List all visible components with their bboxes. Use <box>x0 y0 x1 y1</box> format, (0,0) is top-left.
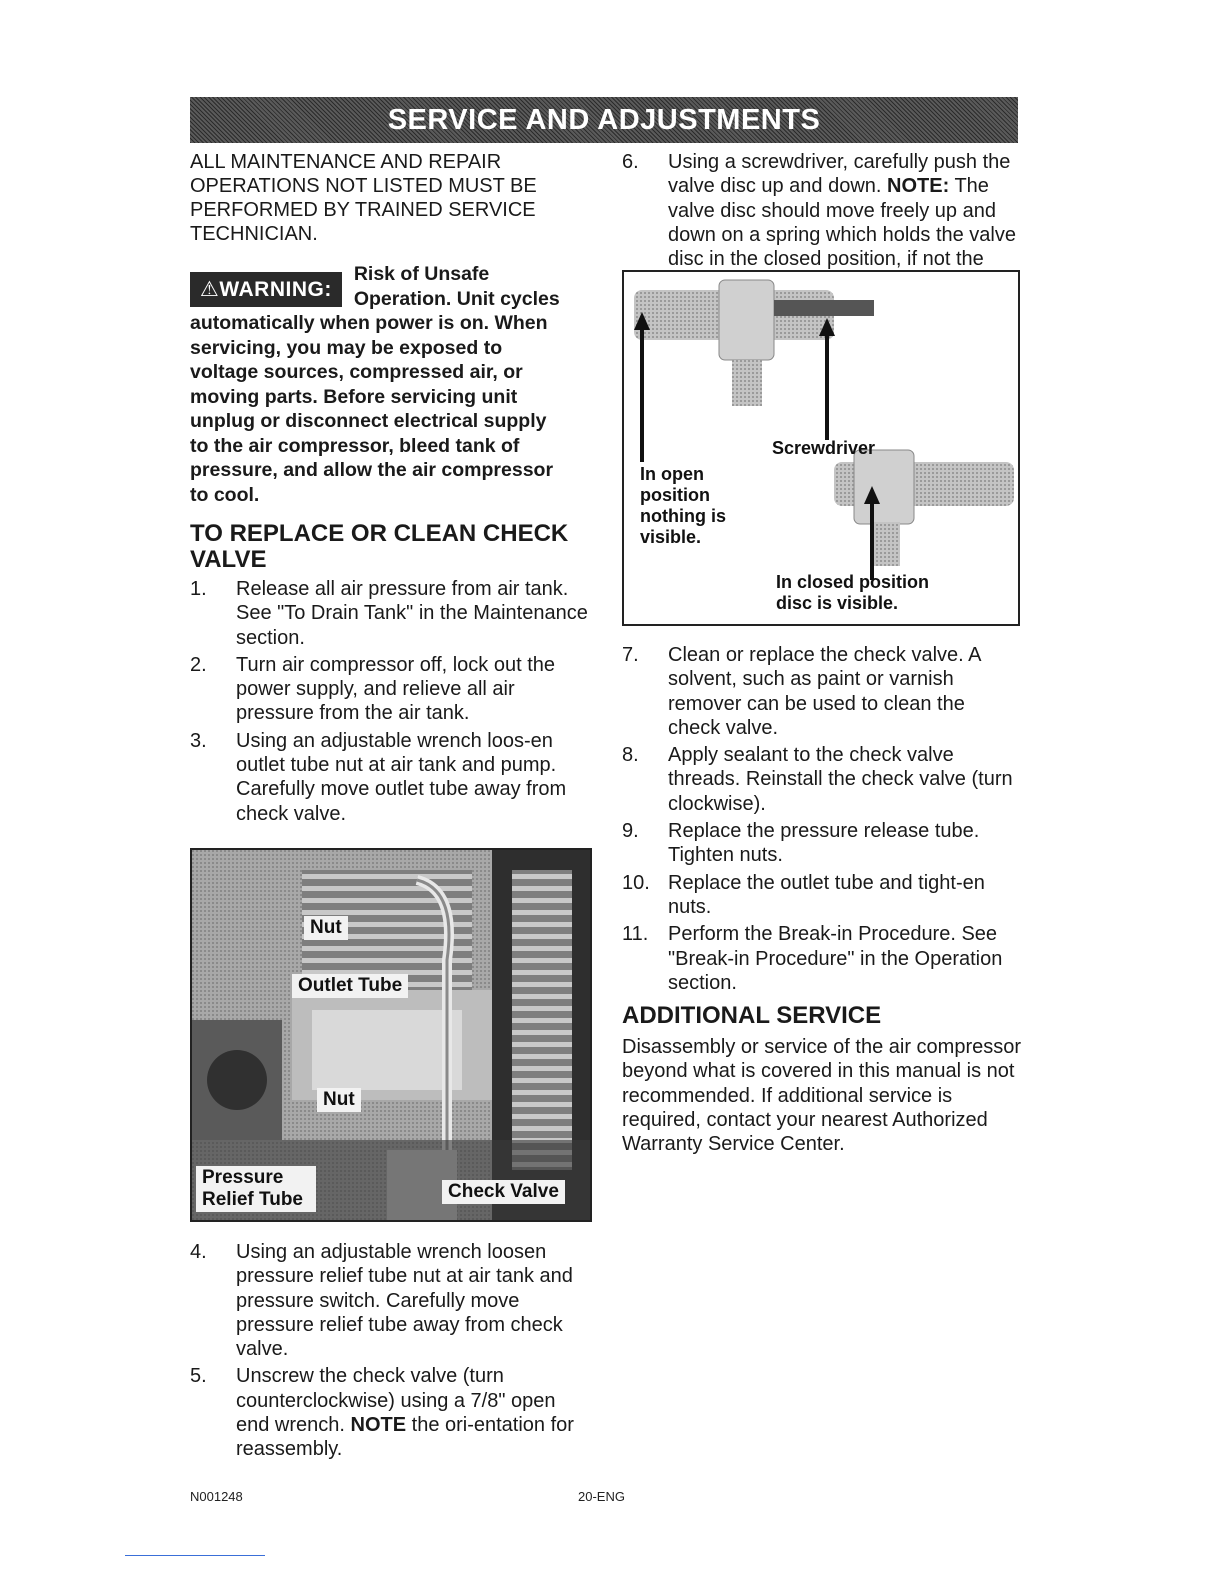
list-item: 6. Using a screwdriver, carefully push the valve disc up and down. NOTE: The valve disc should move freely up and down on a spring which holds the valve disc in the closed position, if not the <box>622 151 1016 271</box>
left-column-bottom <box>190 1240 590 1465</box>
warning-text: Risk of Unsafe Operation. Unit cycles automatically when power is on. When servicing, you may be exposed to voltage sources, compressed air, or moving parts. Before servicing unit unplug or disconnect electrical supply to the air compressor, bleed tank of pressure, and allow the air compressor to cool. <box>190 263 560 506</box>
list-item: 9. Replace the pressure release tube. Tighten nuts. <box>622 820 980 867</box>
list-item: 4. Using an adjustable wrench loosen pressure relief tube nut at air tank and pressure switch. Carefully move pressure relief tube away from check valve. <box>190 1241 573 1361</box>
additional-service-heading: ADDITIONAL SERVICE <box>622 1002 882 1030</box>
list-item: 1. Release all air pressure from air tank. See "To Drain Tank" in the Maintenance section. <box>190 578 588 649</box>
left-column <box>190 150 590 829</box>
warning-badge: ⚠WARNING: <box>190 272 342 307</box>
check-valve-heading: TO REPLACE OR CLEAN CHECK VALVE <box>190 520 569 573</box>
list-item: 11. Perform the Break-in Procedure. See "Break-in Procedure" in the Operation section. <box>622 923 1003 994</box>
label-screwdriver: Screwdriver <box>772 438 876 458</box>
label-outlet-tube: Outlet Tube <box>292 974 408 998</box>
list-item: 7. Clean or replace the check valve. A solvent, such as paint or varnish remover can be used to clean the check valve. <box>622 644 981 739</box>
footer-page-number: 20-ENG <box>578 1489 625 1504</box>
footer-code: N001248 <box>190 1489 243 1504</box>
label-nut-top: Nut <box>304 916 348 940</box>
label-nut-bottom: Nut <box>317 1088 361 1112</box>
compressor-illustration <box>192 850 590 1220</box>
steps-list-part2 <box>190 1240 590 1462</box>
section-banner <box>190 97 1018 143</box>
label-open-position: In open position nothing is visible. <box>640 464 726 547</box>
list-item: 10. Replace the outlet tube and tight-en nuts. <box>622 871 985 918</box>
right-column-bottom <box>622 643 1022 1157</box>
divider-line <box>125 1555 265 1556</box>
label-pressure-relief-tube: Pressure Relief Tube <box>196 1166 316 1212</box>
additional-service-text: Disassembly or service of the air compressor beyond what is covered in this manual is not recommended. If additional service is required, contact your nearest Authorized Warranty Service Center. <box>622 1036 1022 1156</box>
intro-text: ALL MAINTENANCE AND REPAIR OPERATIONS NOT LISTED MUST BE PERFORMED BY TRAINED SERVICE TECHNICIAN. <box>190 151 537 245</box>
label-check-valve: Check Valve <box>442 1180 565 1204</box>
steps-list-part1 <box>190 577 590 826</box>
compressor-photo <box>190 848 592 1222</box>
steps-list-right <box>622 643 1022 995</box>
list-item: 8. Apply sealant to the check valve threads. Reinstall the check valve (turn clockwise). <box>622 744 1013 815</box>
label-closed-position: In closed position disc is visible. <box>776 572 930 613</box>
check-valve-photo <box>622 270 1020 626</box>
list-item: 5. Unscrew the check valve (turn counterclockwise) using a 7/8" open end wrench. NOTE the ori-entation for reassembly. <box>190 1365 574 1461</box>
section-title: SERVICE AND ADJUSTMENTS <box>387 103 821 136</box>
list-item: 3. Using an adjustable wrench loos-en outlet tube nut at air tank and pump. Carefully move outlet tube away from check valve. <box>190 729 567 825</box>
list-item: 2. Turn air compressor off, lock out the power supply, and relieve all air pressure from the air tank. <box>190 653 556 725</box>
warning-block <box>190 262 570 507</box>
